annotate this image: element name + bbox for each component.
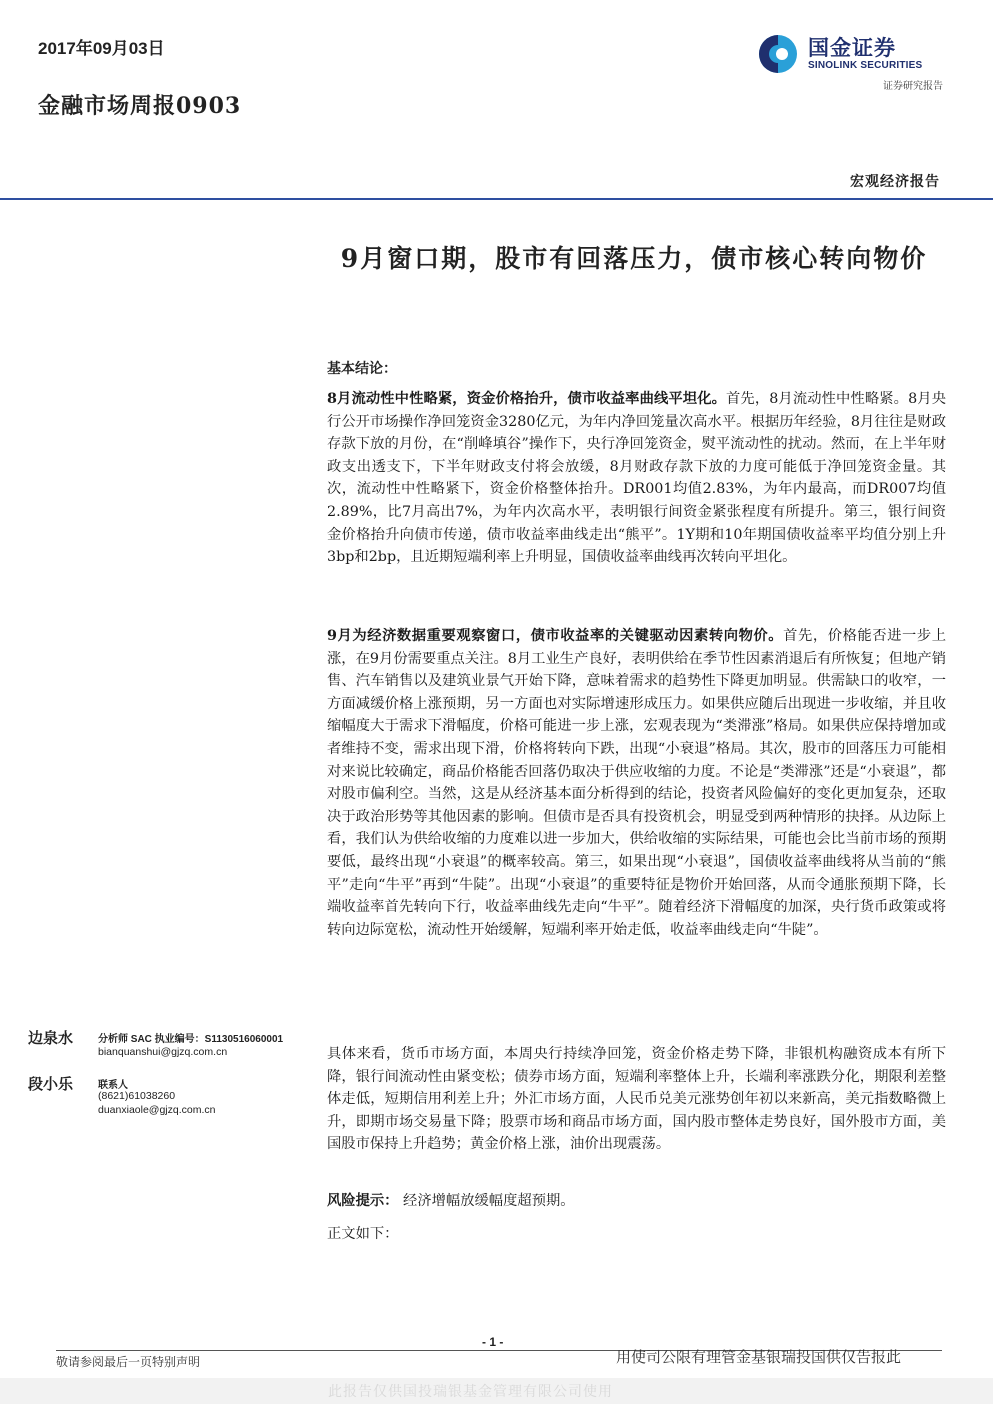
main-text-intro: 正文如下： <box>327 1226 399 1242</box>
page-number: - 1 - <box>482 1335 504 1349</box>
footer-usage-note: 用使司公限有理管金基银瑞投国供仅告报此 <box>616 1348 902 1366</box>
summary-label: 基本结论： <box>327 361 397 377</box>
analyst-name: 段小乐 <box>28 1075 74 1093</box>
summary-paragraph <box>327 388 946 569</box>
analyst-email[interactable]: duanxiaole@gjzq.com.cn <box>98 1104 216 1116</box>
paragraph-lead: 8月流动性中性略紧，资金价格抬升，债市收益率曲线平坦化。 <box>327 391 727 407</box>
analyst-name: 边泉水 <box>28 1029 74 1047</box>
paragraph-text: 首先，价格能否进一步上涨，在9月份需要重点关注。8月工业生产良好，表明供给在季节性因素消退后有所恢复；但地产销售、汽车销售以及建筑业景气开始下降，意味着需求的趋势性下降更加明显。供需缺口的收窄，一方面减缓价格上涨预期，另一方面也对实际增速形成压力。如果供应随后出现进一步收缩，并且收缩幅度大于需求下滑幅度，价格可能进一步上涨，宏观表现为“类滞涨”格局。如果供应保持增加或者维持不变，需求出现下滑，价格将转向下跌，出现“小衰退”格局。其次，股市的回落压力可能相对来说比较确定，商品价格能否回落仍取决于供应收缩的力度。不论是“类滞涨”还是“小衰退”，都对股市偏利空。当然，这是从经济基本面分析得到的结论，投资者风险偏好的变化更加复杂，还取决于政治形势等其他因素的影响。但债市是否具有投资机会，明显受到两种情形的抉择。从边际上看，我们认为供给收缩的力度难以进一步加大，供给收缩的实际结果，可能也会比当前市场的预期要低，最终出现“小衰退”的概率较高。第三，如果出现“小衰退”，国债收益率曲线将从当前的“熊平”走向“牛平”再到“牛陡”。出现“小衰退”的重要特征是物价开始回落，从而令通胀预期下降，长端收益率首先转向下行，收益率曲线先走向“牛平”。随着经济下滑幅度的加深，央行货币政策或将转向边际宽松，流动性开始缓解，短端利率开始走低，收益率曲线走向“牛陡”。 <box>327 628 947 938</box>
sinolink-logo-icon <box>756 32 800 76</box>
risk-text: 经济增幅放缓幅度超预期。 <box>403 1193 575 1209</box>
risk-warning <box>327 1190 946 1213</box>
header-divider <box>0 198 993 200</box>
watermark-text: 此报告仅供国投瑞银基金管理有限公司使用 <box>328 1384 613 1400</box>
footer-disclaimer: 敬请参阅最后一页特别声明 <box>56 1355 201 1369</box>
summary-paragraph <box>327 1043 946 1156</box>
logo-name-cn: 国金证券 <box>808 36 896 60</box>
paragraph-text: 具体来看，货币市场方面，本周央行持续净回笼，资金价格走势下降，非银机构融资成本有所下降，银行间流动性由紧变松；债券市场方面，短端利率整体上升，长端利率涨跌分化，期限利差整体走低，短期信用利差上升；外汇市场方面，人民币兑美元涨势创年初以来新高，美元指数略微上升，即期市场交易量下降；股票市场和商品市场方面，国内股市整体走势良好，国外股市方面，美国股市保持上升趋势；黄金价格上涨，油价出现震荡。 <box>327 1046 946 1153</box>
paragraph-text: 首先，8月流动性中性略紧。8月央行公开市场操作净回笼资金3280亿元，为年内净回笼量次高水平。根据历年经验，8月往往是财政存款下放的月份，在“削峰填谷”操作下，央行净回笼资金，熨平流动性的扰动。然而，在上半年财政支出透支下，下半年财政支付将会放缓，8月财政存款下放的力度可能低于净回笼资金量。其次，流动性中性略紧下，资金价格整体抬升。DR001均值2.83%，为年内最高，而DR007均值2.89%，比7月高出7%，为年内次高水平，表明银行间资金紧张程度有所提升。第三，银行间资金价格抬升向债市传递，债市收益率曲线走出“熊平”。1Y期和10年期国债收益率平均值分别上升3bp和2bp，且近期短端利率上升明显，国债收益率曲线再次转向平坦化。 <box>327 391 946 566</box>
report-type-label: 证券研究报告 <box>883 81 943 92</box>
summary-paragraph <box>327 625 946 941</box>
company-logo <box>756 32 946 76</box>
analyst-phone: (8621)61038260 <box>98 1090 176 1102</box>
logo-name-en: SINOLINK SECURITIES <box>808 60 923 71</box>
analyst-email[interactable]: bianquanshui@gjzq.com.cn <box>98 1046 228 1058</box>
paragraph-lead: 9月为经济数据重要观察窗口，债市收益率的关键驱动因素转向物价。 <box>327 628 784 644</box>
analyst-role: 分析师 SAC 执业编号：S1130516060001 <box>98 1034 284 1045</box>
report-title: 9月窗口期，股市有回落压力，债市核心转向物价 <box>340 244 928 273</box>
analyst-role: 联系人 <box>98 1080 128 1091</box>
report-date: 2017年09月03日 <box>38 39 165 58</box>
risk-label: 风险提示： <box>327 1193 399 1209</box>
report-series-title: 金融市场周报0903 <box>38 93 242 119</box>
report-category: 宏观经济报告 <box>850 174 940 190</box>
